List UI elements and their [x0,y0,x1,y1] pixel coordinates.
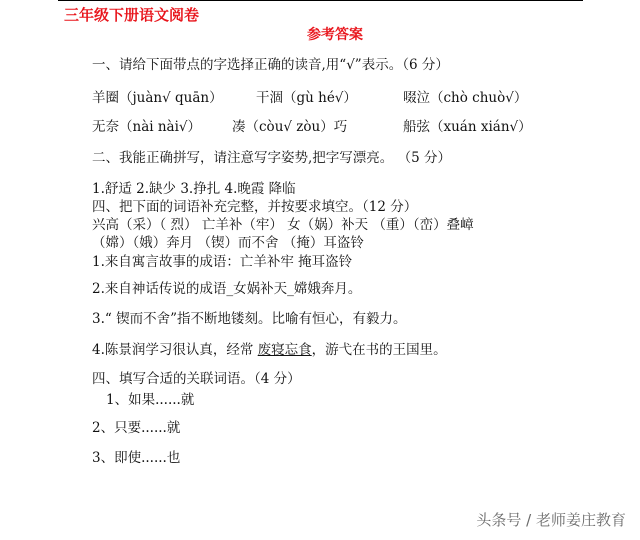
q4a-line1: 兴高（采）（ 烈） 亡羊补（牢） 女（娲）补天 （重）（峦）叠嶂 [92,217,474,233]
q4a-answer-4-pre: 4.陈景润学习很认真，经常 [92,342,258,358]
q4b-item-3: 3、即使......也 [92,450,181,466]
q4a-answer-4 [92,338,447,358]
watermark: 头条号 / 老师姜庄教育 [476,511,626,529]
q1-row2-item1: 无奈（nài nài√） [92,119,202,135]
q1-title: 一、请给下面带点的字选择正确的读音,用“√”表示。（6 分） [92,57,449,73]
q4b-title: 四、填写合适的关联词语。（4 分） [92,371,301,387]
q4a-answer-1: 1.来自寓言故事的成语：亡羊补牢 掩耳盗铃 [92,254,353,270]
q4b-item-1: 1、如果......就 [106,392,195,408]
q4a-line2: （嫦）（娥）奔月 （锲）而不舍 （掩）耳盗铃 [92,235,364,251]
top-rule [58,0,583,1]
q1-row1-item2: 干涸（gù hé√） [256,90,357,106]
header-title: 三年级下册语文阅卷 [64,6,200,24]
q4a-title: 四、把下面的词语补充完整，并按要求填空。（12 分） [92,199,418,215]
q1-row1-item1: 羊圈（juàn√ quān） [92,90,223,106]
q2-title: 二、我能正确拼写，请注意写字姿势,把字写漂亮。 （5 分） [92,150,451,166]
answer-title: 参考答案 [307,27,363,43]
q4a-answer-4-post: ，游弋在书的王国里。 [311,342,447,358]
q4b-item-2: 2、只要......就 [92,420,181,436]
q2-answer: 1.舒适 2.缺少 3.挣扎 4.晚霞 降临 [92,181,296,197]
q4a-answer-4-underlined: 废寝忘食 [257,342,312,358]
q1-row1-item3: 啜泣（chò chuò√） [403,90,528,106]
q4a-answer-3: 3.“ 锲而不舍”指不断地镂刻。比喻有恒心，有毅力。 [92,311,407,327]
q1-row2-item2: 凑（còu√ zòu）巧 [232,119,348,135]
q1-row2-item3: 船弦（xuán xián√） [403,119,532,135]
q4a-answer-2: 2.来自神话传说的成语_女娲补天_嫦娥奔月。 [92,281,362,297]
